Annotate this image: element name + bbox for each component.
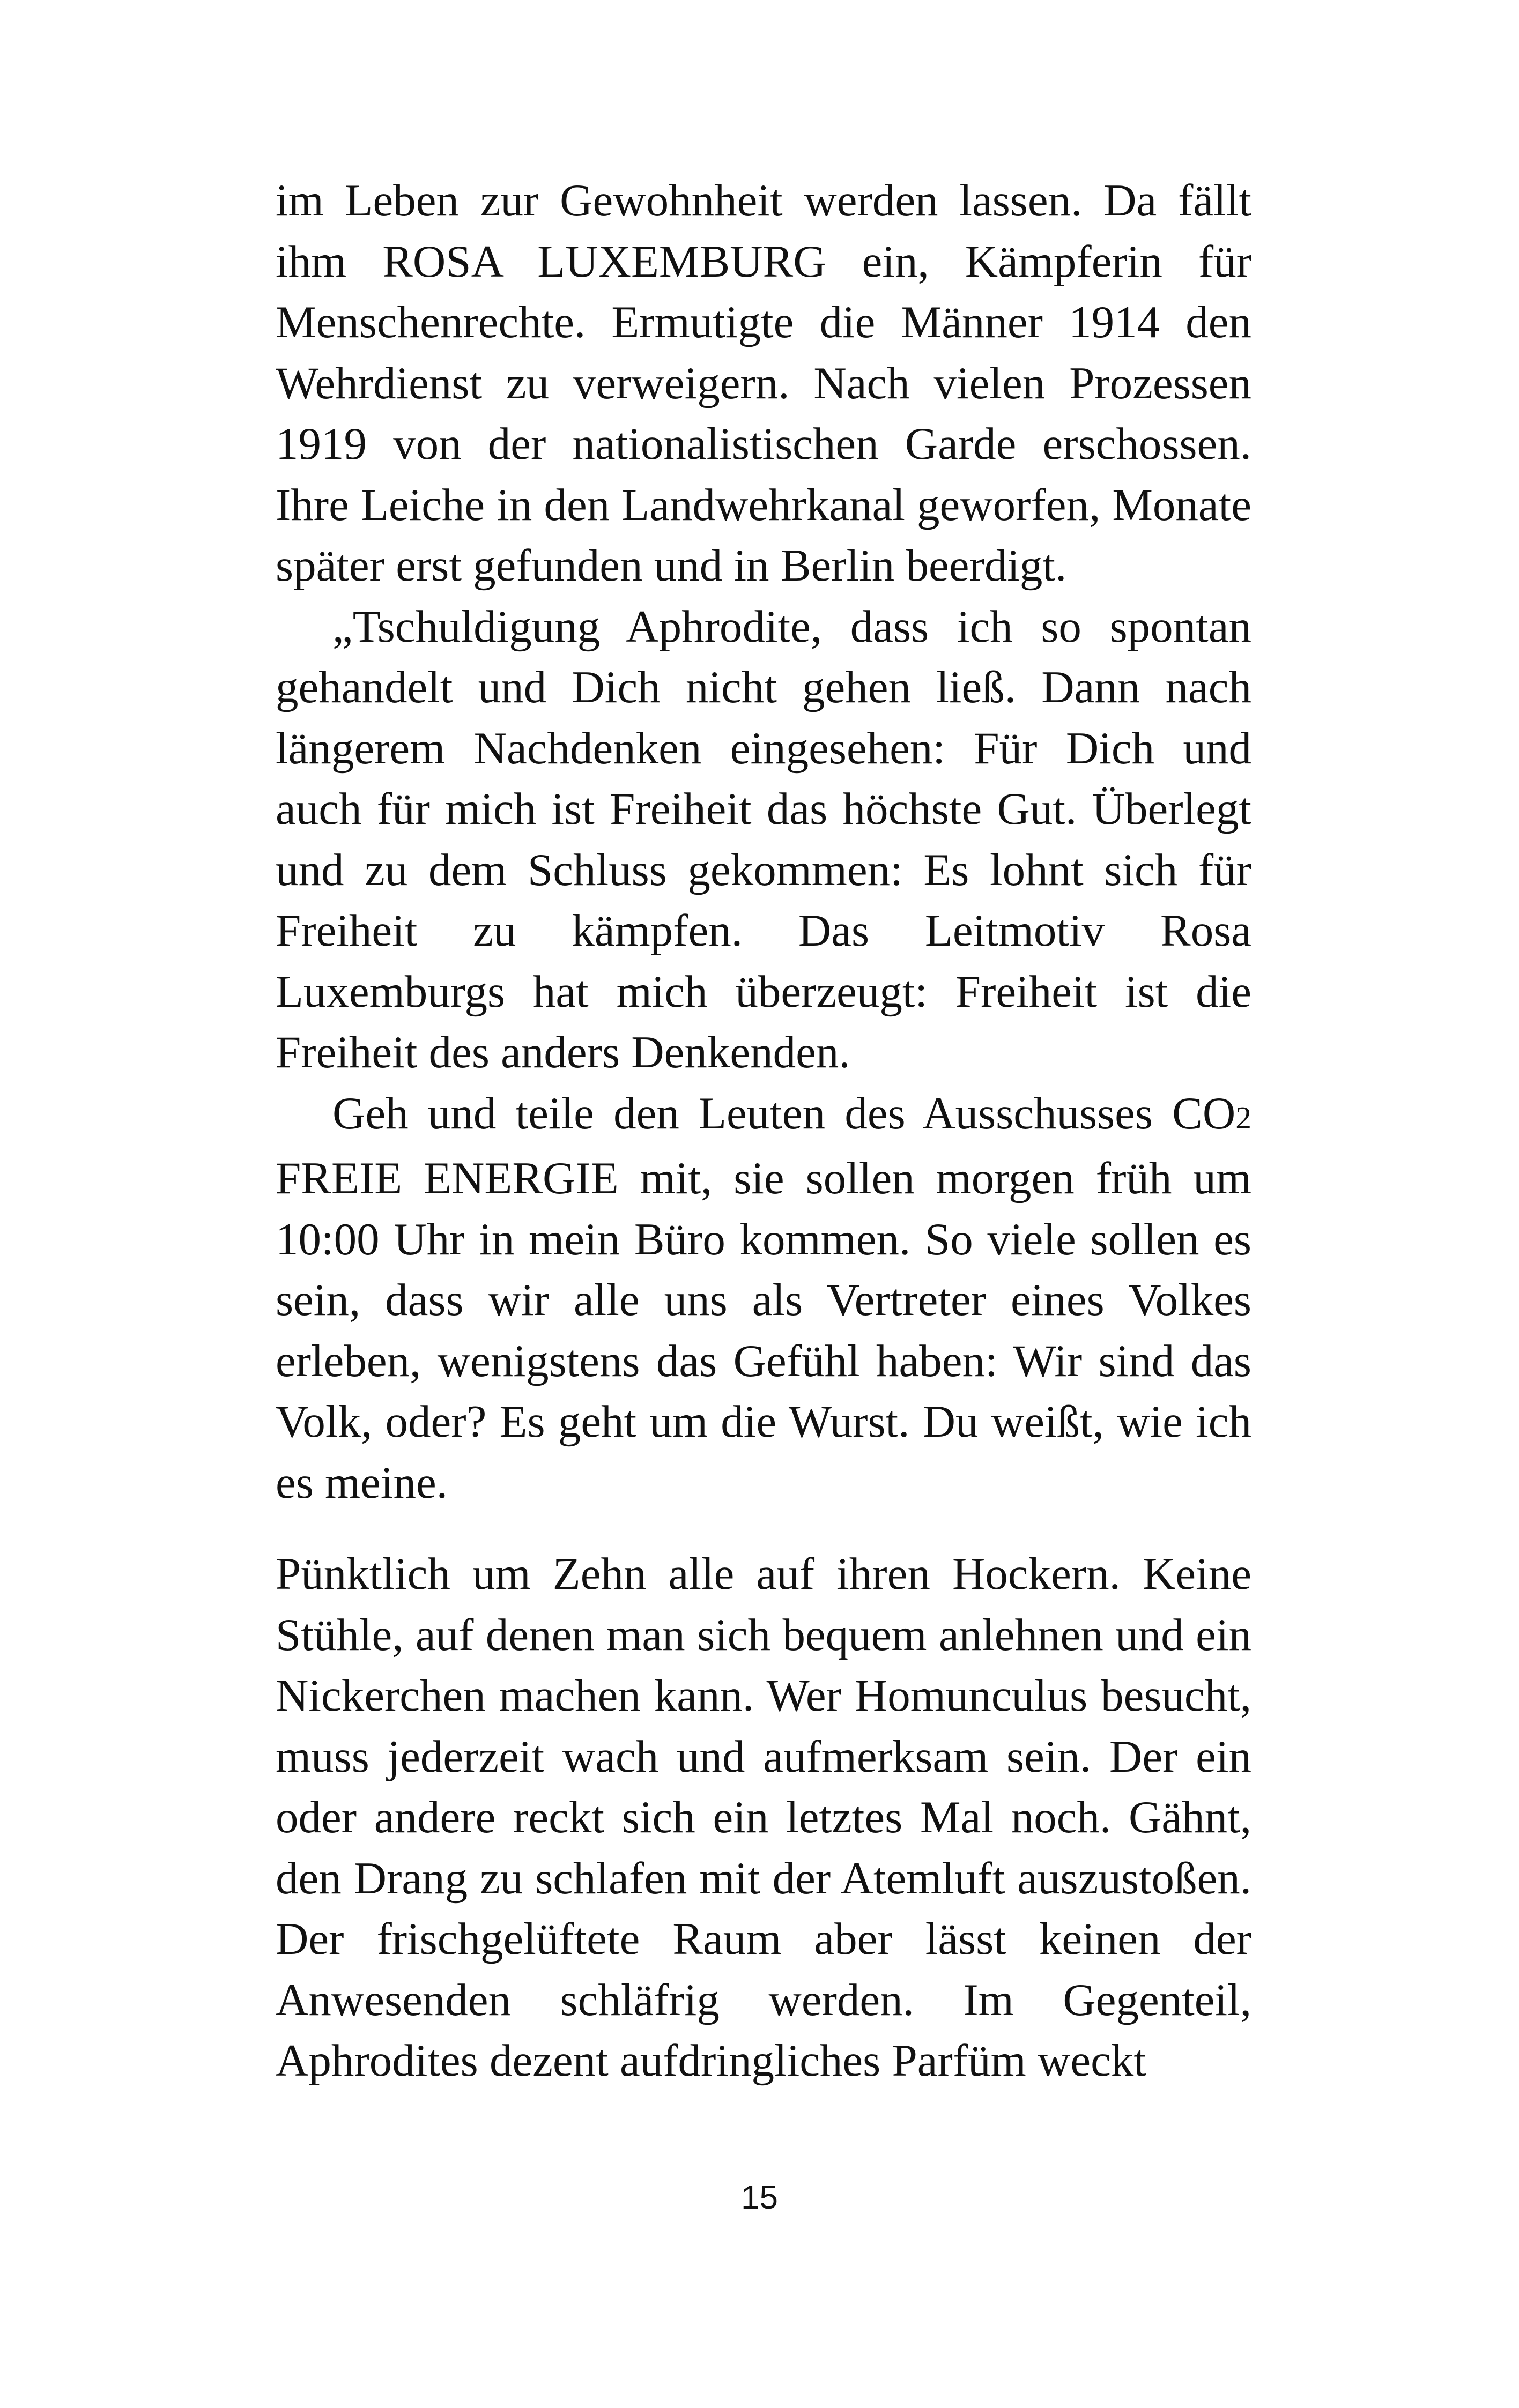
paragraph-2: „Tschuldigung Aphrodite, dass ich so spontan gehandelt und Dich nicht gehen ließ. Dann nach längerem Nachdenken eingesehen: Für Dich und auch für mich ist Freiheit das höchste Gut. Überlegt und zu dem Schluss gekommen: Es lohnt sich für Freiheit zu kämpfen. Das Leitmotiv Rosa Luxemburgs hat mich überzeugt: Freiheit ist die Freiheit des anders Denkenden. <box>276 601 1251 1077</box>
paragraph-1: im Leben zur Gewohnheit werden lassen. Da fällt ihm ROSA LUXEMBURG ein, Kämpferin für Menschenrechte. Ermutigte die Männer 1914 den Wehrdienst zu verweigern. Nach vielen Prozessen 1919 von der nationalistischen Garde erschossen. Ihre Leiche in den Landwehrkanal geworfen, Monate später erst gefunden und in Berlin beerdigt. <box>276 175 1251 591</box>
text-section-2 <box>276 1544 1251 2092</box>
paragraph-3-text-end: FREIE ENERGIE mit, sie sollen morgen früh um 10:00 Uhr in mein Büro kommen. So viele sollen es sein, dass wir alle uns als Vertreter eines Volkes erleben, wenigstens das Gefühl haben: Wir sind das Volk, oder? Es geht um die Wurst. Du weißt, wie ich es meine. <box>276 1153 1251 1508</box>
paragraph-4: Pünktlich um Zehn alle auf ihren Hockern. Keine Stühle, auf denen man sich bequem anlehnen und ein Nickerchen machen kann. Wer Homunculus besucht, muss jederzeit wach und aufmerksam sein. Der ein oder andere reckt sich ein letztes Mal noch. Gähnt, den Drang zu schlafen mit der Atemluft auszustoßen. Der frischgelüftete Raum aber lässt keinen der Anwesenden schläfrig werden. Im Gegenteil, Aphrodites dezent aufdringliches Parfüm weckt <box>276 1549 1251 2086</box>
paragraph-3-text-start: Geh und teile den Leuten des Ausschusses CO <box>332 1088 1236 1139</box>
co2-subscript: 2 <box>1235 1099 1251 1135</box>
page-number: 15 <box>741 2179 778 2216</box>
text-section-1 <box>276 170 1251 1513</box>
paragraph-3 <box>276 1083 1251 1514</box>
